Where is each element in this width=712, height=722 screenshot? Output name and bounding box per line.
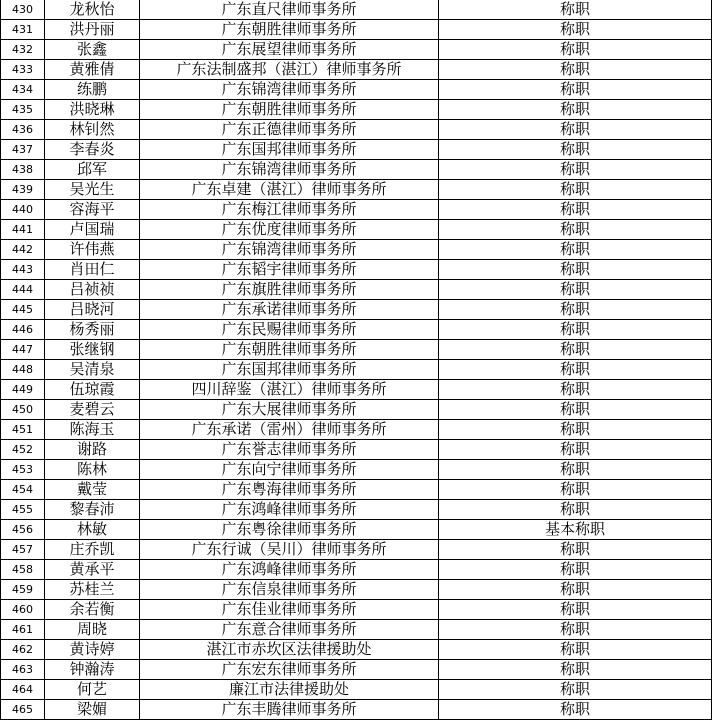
row-number-cell: 435 [1,100,45,120]
lawyer-name-cell: 麦碧云 [45,400,140,420]
evaluation-result-cell: 称职 [439,100,712,120]
row-number-cell: 431 [1,20,45,40]
lawyer-name-cell: 黎春沛 [45,500,140,520]
evaluation-result-cell: 称职 [439,700,712,720]
law-firm-cell: 广东承诺（雷州）律师事务所 [140,420,439,440]
lawyer-name-cell: 吴光生 [45,180,140,200]
evaluation-result-cell: 称职 [439,20,712,40]
law-firm-cell: 四川辞鉴（湛江）律师事务所 [140,380,439,400]
lawyer-name-cell: 梁媚 [45,700,140,720]
table-row [1,200,712,220]
table-row [1,400,712,420]
law-firm-cell: 广东锦湾律师事务所 [140,240,439,260]
row-number-cell: 465 [1,700,45,720]
table-row [1,120,712,140]
lawyer-name-cell: 黄承平 [45,560,140,580]
lawyer-name-cell: 余若衡 [45,600,140,620]
lawyer-name-cell: 张鑫 [45,40,140,60]
law-firm-cell: 广东法制盛邦（湛江）律师事务所 [140,60,439,80]
law-firm-cell: 广东鸿峰律师事务所 [140,560,439,580]
row-number-cell: 442 [1,240,45,260]
row-number-cell: 462 [1,640,45,660]
table-row [1,380,712,400]
row-number-cell: 443 [1,260,45,280]
evaluation-result-cell: 称职 [439,180,712,200]
evaluation-result-cell: 称职 [439,380,712,400]
lawyer-name-cell: 吕祯祯 [45,280,140,300]
evaluation-result-cell: 称职 [439,40,712,60]
table-row [1,440,712,460]
table-row [1,700,712,720]
lawyer-name-cell: 吕晓河 [45,300,140,320]
row-number-cell: 436 [1,120,45,140]
law-firm-cell: 广东行诚（吴川）律师事务所 [140,540,439,560]
evaluation-result-cell: 称职 [439,60,712,80]
lawyer-name-cell: 苏桂兰 [45,580,140,600]
row-number-cell: 464 [1,680,45,700]
evaluation-result-cell: 称职 [439,340,712,360]
evaluation-result-cell: 称职 [439,560,712,580]
table-row [1,160,712,180]
evaluation-result-cell: 称职 [439,480,712,500]
law-firm-cell: 广东梅江律师事务所 [140,200,439,220]
lawyer-name-cell: 伍琼霞 [45,380,140,400]
lawyer-name-cell: 张继钢 [45,340,140,360]
table-row [1,580,712,600]
table-row [1,220,712,240]
table-row [1,180,712,200]
law-firm-cell: 广东锦湾律师事务所 [140,160,439,180]
evaluation-result-cell: 称职 [439,80,712,100]
lawyer-name-cell: 黄诗婷 [45,640,140,660]
row-number-cell: 459 [1,580,45,600]
lawyer-name-cell: 黄雅倩 [45,60,140,80]
evaluation-result-cell: 称职 [439,220,712,240]
lawyer-name-cell: 钟瀚涛 [45,660,140,680]
row-number-cell: 453 [1,460,45,480]
law-firm-cell: 广东国邦律师事务所 [140,140,439,160]
law-firm-cell: 广东丰腾律师事务所 [140,700,439,720]
law-firm-cell: 广东大展律师事务所 [140,400,439,420]
table-row [1,320,712,340]
table-row [1,20,712,40]
table-row [1,300,712,320]
evaluation-result-cell: 称职 [439,540,712,560]
evaluation-result-cell: 称职 [439,240,712,260]
table-row [1,420,712,440]
law-firm-cell: 广东粤徐律师事务所 [140,520,439,540]
evaluation-result-cell: 称职 [439,280,712,300]
evaluation-result-cell: 称职 [439,120,712,140]
law-firm-cell: 广东向宁律师事务所 [140,460,439,480]
row-number-cell: 461 [1,620,45,640]
lawyer-name-cell: 戴莹 [45,480,140,500]
evaluation-result-cell: 称职 [439,460,712,480]
evaluation-result-cell: 称职 [439,680,712,700]
lawyer-name-cell: 杨秀丽 [45,320,140,340]
table-row [1,40,712,60]
table-row [1,260,712,280]
law-firm-cell: 广东韬宇律师事务所 [140,260,439,280]
lawyer-name-cell: 何艺 [45,680,140,700]
lawyer-name-cell: 李春炎 [45,140,140,160]
table-row [1,100,712,120]
evaluation-result-cell: 称职 [439,420,712,440]
evaluation-result-cell: 称职 [439,160,712,180]
row-number-cell: 452 [1,440,45,460]
table-body [1,0,712,720]
evaluation-result-cell: 称职 [439,260,712,280]
law-firm-cell: 广东意合律师事务所 [140,620,439,640]
table-row [1,680,712,700]
evaluation-result-cell: 称职 [439,300,712,320]
row-number-cell: 449 [1,380,45,400]
table-row [1,480,712,500]
law-firm-cell: 广东锦湾律师事务所 [140,80,439,100]
row-number-cell: 434 [1,80,45,100]
row-number-cell: 437 [1,140,45,160]
evaluation-result-cell: 称职 [439,200,712,220]
lawyer-name-cell: 谢路 [45,440,140,460]
table-row [1,360,712,380]
table-row [1,140,712,160]
row-number-cell: 463 [1,660,45,680]
lawyer-name-cell: 龙秋怡 [45,0,140,20]
row-number-cell: 440 [1,200,45,220]
law-firm-cell: 广东卓建（湛江）律师事务所 [140,180,439,200]
law-firm-cell: 广东正德律师事务所 [140,120,439,140]
table-row [1,340,712,360]
row-number-cell: 433 [1,60,45,80]
law-firm-cell: 广东朝胜律师事务所 [140,20,439,40]
row-number-cell: 446 [1,320,45,340]
law-firm-cell: 广东佳业律师事务所 [140,600,439,620]
law-firm-cell: 广东朝胜律师事务所 [140,100,439,120]
row-number-cell: 454 [1,480,45,500]
lawyer-name-cell: 林钊然 [45,120,140,140]
row-number-cell: 451 [1,420,45,440]
row-number-cell: 441 [1,220,45,240]
law-firm-cell: 广东旗胜律师事务所 [140,280,439,300]
evaluation-result-cell: 称职 [439,620,712,640]
law-firm-cell: 广东民赐律师事务所 [140,320,439,340]
table-row [1,560,712,580]
law-firm-cell: 广东展望律师事务所 [140,40,439,60]
row-number-cell: 438 [1,160,45,180]
evaluation-result-cell: 称职 [439,500,712,520]
row-number-cell: 430 [1,0,45,20]
lawyer-name-cell: 庄乔凯 [45,540,140,560]
row-number-cell: 450 [1,400,45,420]
row-number-cell: 457 [1,540,45,560]
law-firm-cell: 广东宏东律师事务所 [140,660,439,680]
lawyer-name-cell: 洪丹丽 [45,20,140,40]
evaluation-result-cell: 基本称职 [439,520,712,540]
lawyer-name-cell: 肖田仁 [45,260,140,280]
row-number-cell: 439 [1,180,45,200]
row-number-cell: 455 [1,500,45,520]
law-firm-cell: 广东国邦律师事务所 [140,360,439,380]
table-row [1,500,712,520]
law-firm-cell: 广东优度律师事务所 [140,220,439,240]
lawyer-name-cell: 容海平 [45,200,140,220]
table-row [1,540,712,560]
law-firm-cell: 广东承诺律师事务所 [140,300,439,320]
row-number-cell: 458 [1,560,45,580]
evaluation-result-cell: 称职 [439,600,712,620]
table-row [1,660,712,680]
row-number-cell: 444 [1,280,45,300]
table-row [1,80,712,100]
law-firm-cell: 广东直尺律师事务所 [140,0,439,20]
lawyer-name-cell: 许伟燕 [45,240,140,260]
lawyer-name-cell: 邱军 [45,160,140,180]
table-row [1,640,712,660]
lawyer-name-cell: 洪晓琳 [45,100,140,120]
law-firm-cell: 廉江市法律援助处 [140,680,439,700]
lawyer-name-cell: 周晓 [45,620,140,640]
row-number-cell: 456 [1,520,45,540]
law-firm-cell: 广东信泉律师事务所 [140,580,439,600]
row-number-cell: 447 [1,340,45,360]
table-row [1,520,712,540]
row-number-cell: 448 [1,360,45,380]
evaluation-result-cell: 称职 [439,0,712,20]
lawyer-name-cell: 陈海玉 [45,420,140,440]
table-row [1,620,712,640]
row-number-cell: 432 [1,40,45,60]
evaluation-result-cell: 称职 [439,320,712,340]
table-row [1,240,712,260]
lawyer-name-cell: 练鹏 [45,80,140,100]
table-row [1,60,712,80]
evaluation-result-cell: 称职 [439,360,712,380]
evaluation-result-cell: 称职 [439,640,712,660]
table-row [1,280,712,300]
table-row [1,460,712,480]
law-firm-cell: 广东鸿峰律师事务所 [140,500,439,520]
evaluation-result-cell: 称职 [439,140,712,160]
lawyer-name-cell: 林敏 [45,520,140,540]
law-firm-cell: 湛江市赤坎区法律援助处 [140,640,439,660]
row-number-cell: 445 [1,300,45,320]
table-row [1,600,712,620]
evaluation-result-cell: 称职 [439,400,712,420]
table-row [1,0,712,20]
law-firm-cell: 广东誉志律师事务所 [140,440,439,460]
evaluation-result-cell: 称职 [439,580,712,600]
row-number-cell: 460 [1,600,45,620]
evaluation-result-cell: 称职 [439,660,712,680]
law-firm-cell: 广东粤海律师事务所 [140,480,439,500]
evaluation-result-cell: 称职 [439,440,712,460]
law-firm-cell: 广东朝胜律师事务所 [140,340,439,360]
lawyer-name-cell: 吴清泉 [45,360,140,380]
lawyer-name-cell: 卢国瑞 [45,220,140,240]
lawyer-name-cell: 陈林 [45,460,140,480]
